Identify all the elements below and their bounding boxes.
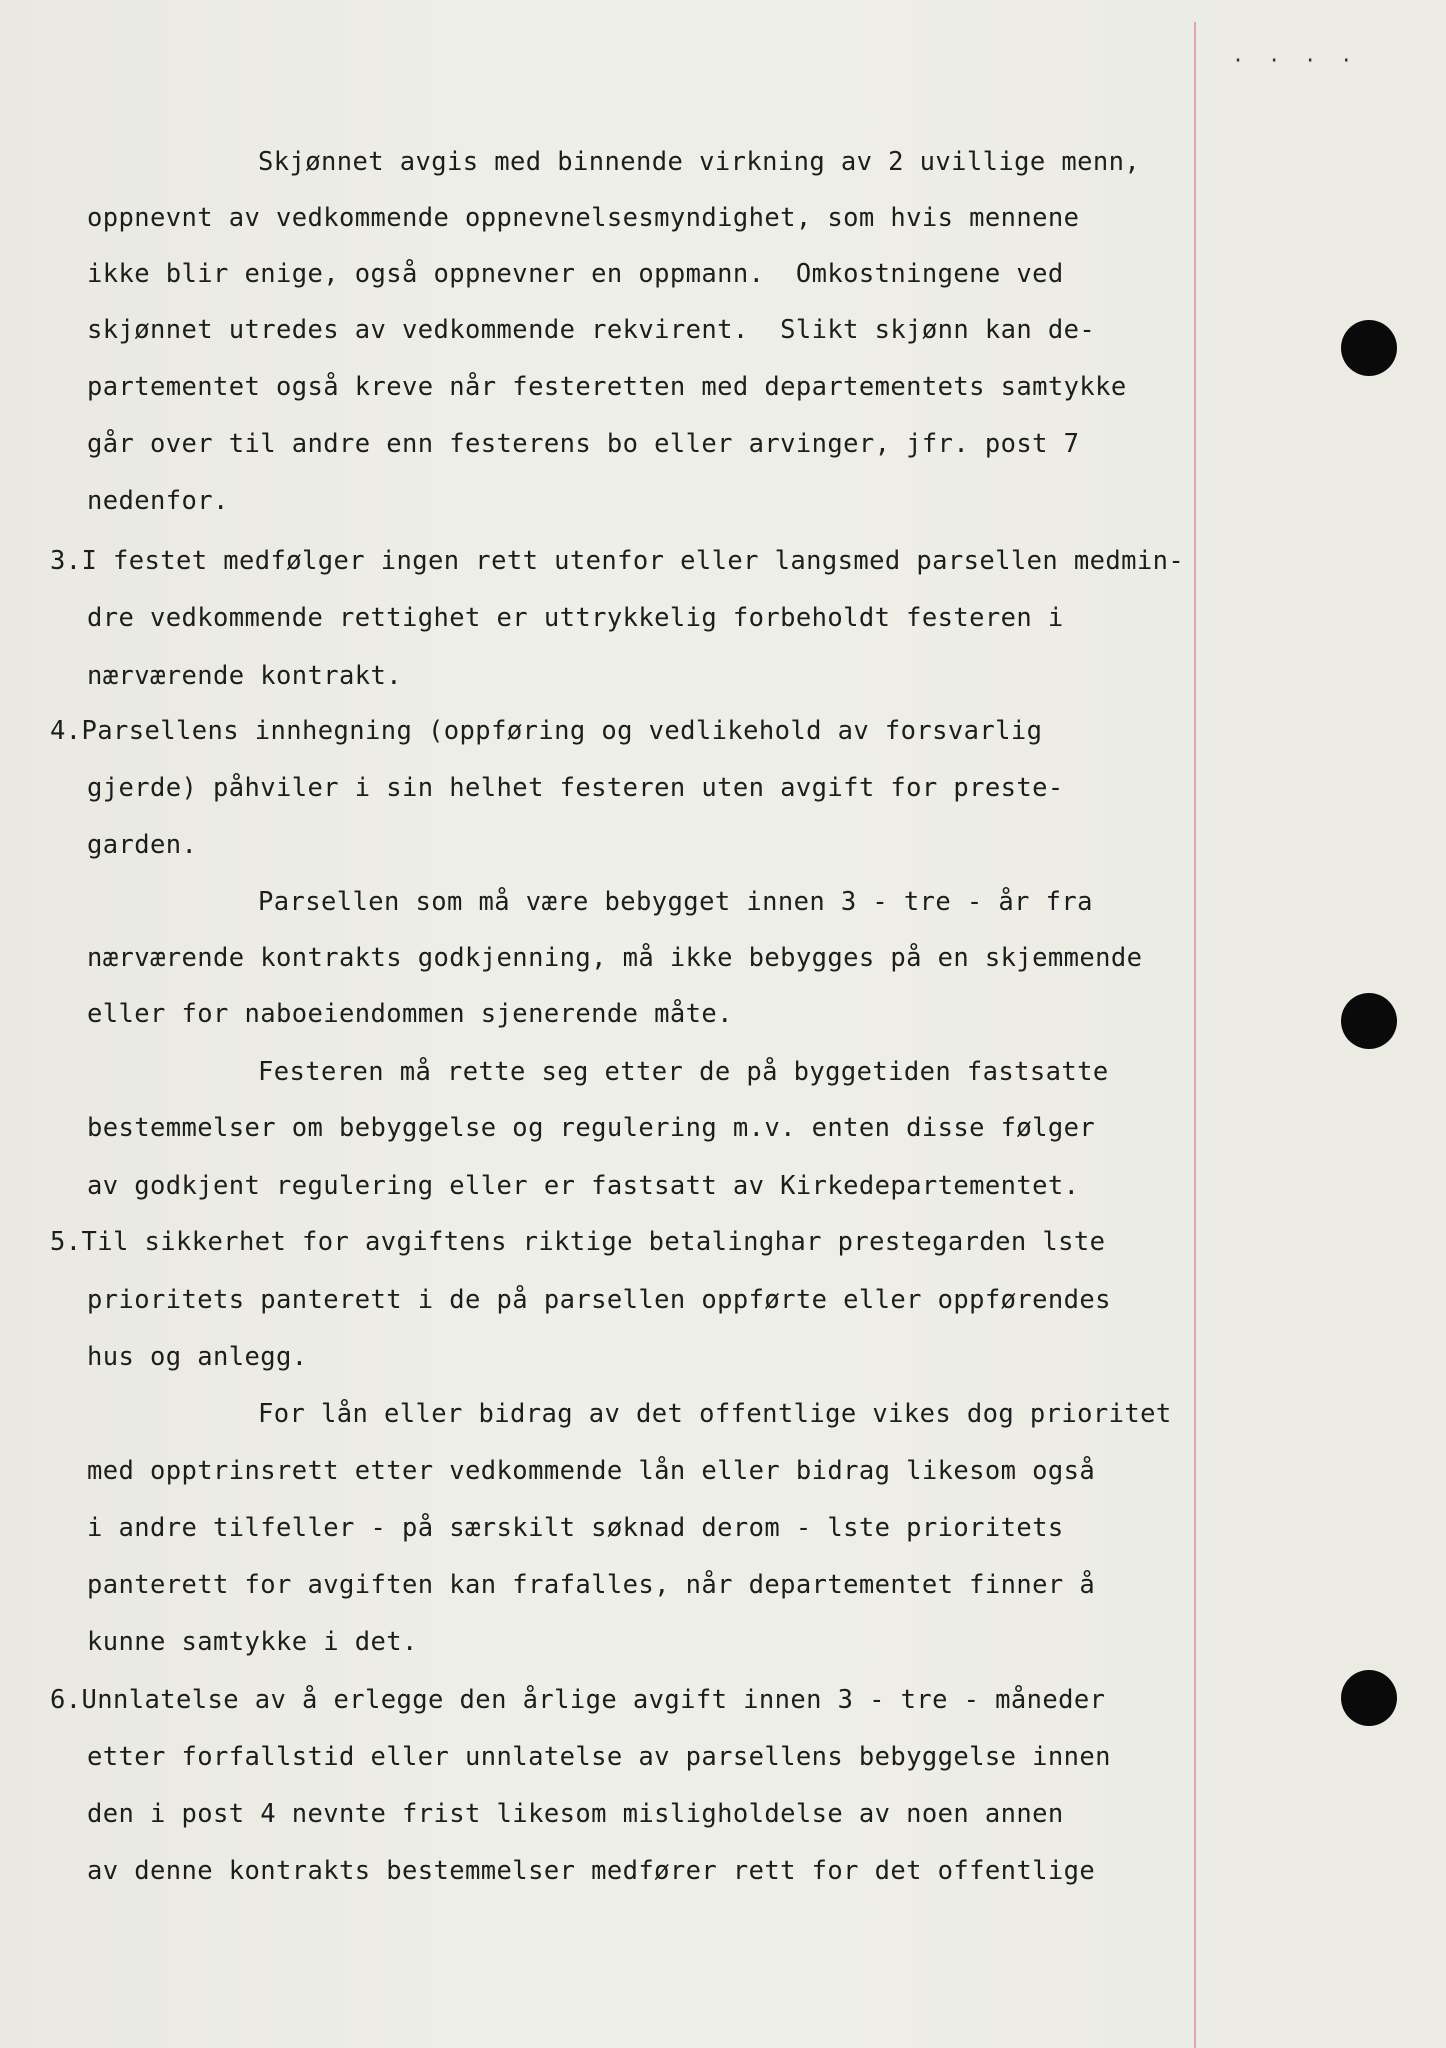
punch-hole-bottom	[1341, 1670, 1397, 1726]
text-line: kunne samtykke i det.	[87, 1627, 418, 1657]
text-line: dre vedkommende rettighet er uttrykkelig forbeholdt festeren i	[87, 603, 1064, 633]
text-line: nedenfor.	[87, 486, 229, 516]
text-line: hus og anlegg.	[87, 1342, 308, 1372]
margin-rule	[1194, 22, 1196, 2048]
text-line: av denne kontrakts bestemmelser medfører rett for det offentlige	[87, 1856, 1096, 1886]
text-line: nærværende kontrakt.	[87, 661, 403, 691]
text-line: For lån eller bidrag av det offentlige vikes dog prioritet	[258, 1399, 1172, 1429]
corner-ink-marks: · · · ·	[1232, 48, 1359, 72]
text-line: i andre tilfeller - på særskilt søknad derom - lste prioritets	[87, 1513, 1064, 1543]
text-line: skjønnet utredes av vedkommende rekvirent. Slikt skjønn kan de-	[87, 315, 1096, 345]
text-line: Festeren må rette seg etter de på byggetiden fastsatte	[258, 1057, 1109, 1087]
text-line: går over til andre enn festerens bo eller arvinger, jfr. post 7	[87, 429, 1080, 459]
text-line: panterett for avgiften kan frafalles, når departementet finner å	[87, 1570, 1096, 1600]
text-line: ikke blir enige, også oppnevner en oppmann. Omkostningene ved	[87, 259, 1064, 289]
text-line: Skjønnet avgis med binnende virkning av 2 uvillige menn,	[258, 147, 1141, 177]
text-line: partementet også kreve når festeretten med departementets samtykke	[87, 372, 1127, 402]
text-line: 3.I festet medfølger ingen rett utenfor eller langsmed parsellen medmin-	[50, 546, 1185, 576]
text-line: 4.Parsellens innhegning (oppføring og vedlikehold av forsvarlig	[50, 716, 1043, 746]
text-line: bestemmelser om bebyggelse og regulering m.v. enten disse følger	[87, 1113, 1096, 1143]
text-line: nærværende kontrakts godkjenning, må ikke bebygges på en skjemmende	[87, 943, 1143, 973]
punch-hole-middle	[1341, 993, 1397, 1049]
text-line: etter forfallstid eller unnlatelse av parsellens bebyggelse innen	[87, 1742, 1111, 1772]
text-line: eller for naboeiendommen sjenerende måte.	[87, 999, 733, 1029]
text-line: prioritets panterett i de på parsellen oppførte eller oppførendes	[87, 1285, 1111, 1315]
text-line: Parsellen som må være bebygget innen 3 - tre - år fra	[258, 887, 1093, 917]
text-line: den i post 4 nevnte frist likesom misligholdelse av noen annen	[87, 1799, 1064, 1829]
text-line: 6.Unnlatelse av å erlegge den årlige avgift innen 3 - tre - måneder	[50, 1685, 1106, 1715]
text-line: av godkjent regulering eller er fastsatt av Kirkedepartementet.	[87, 1171, 1080, 1201]
text-line: oppnevnt av vedkommende oppnevnelsesmyndighet, som hvis mennene	[87, 203, 1080, 233]
punch-hole-top	[1341, 320, 1397, 376]
text-line: garden.	[87, 830, 198, 860]
text-line: gjerde) påhviler i sin helhet festeren uten avgift for preste-	[87, 773, 1064, 803]
text-line: 5.Til sikkerhet for avgiftens riktige betalinghar prestegarden lste	[50, 1227, 1106, 1257]
text-line: med opptrinsrett etter vedkommende lån eller bidrag likesom også	[87, 1456, 1096, 1486]
